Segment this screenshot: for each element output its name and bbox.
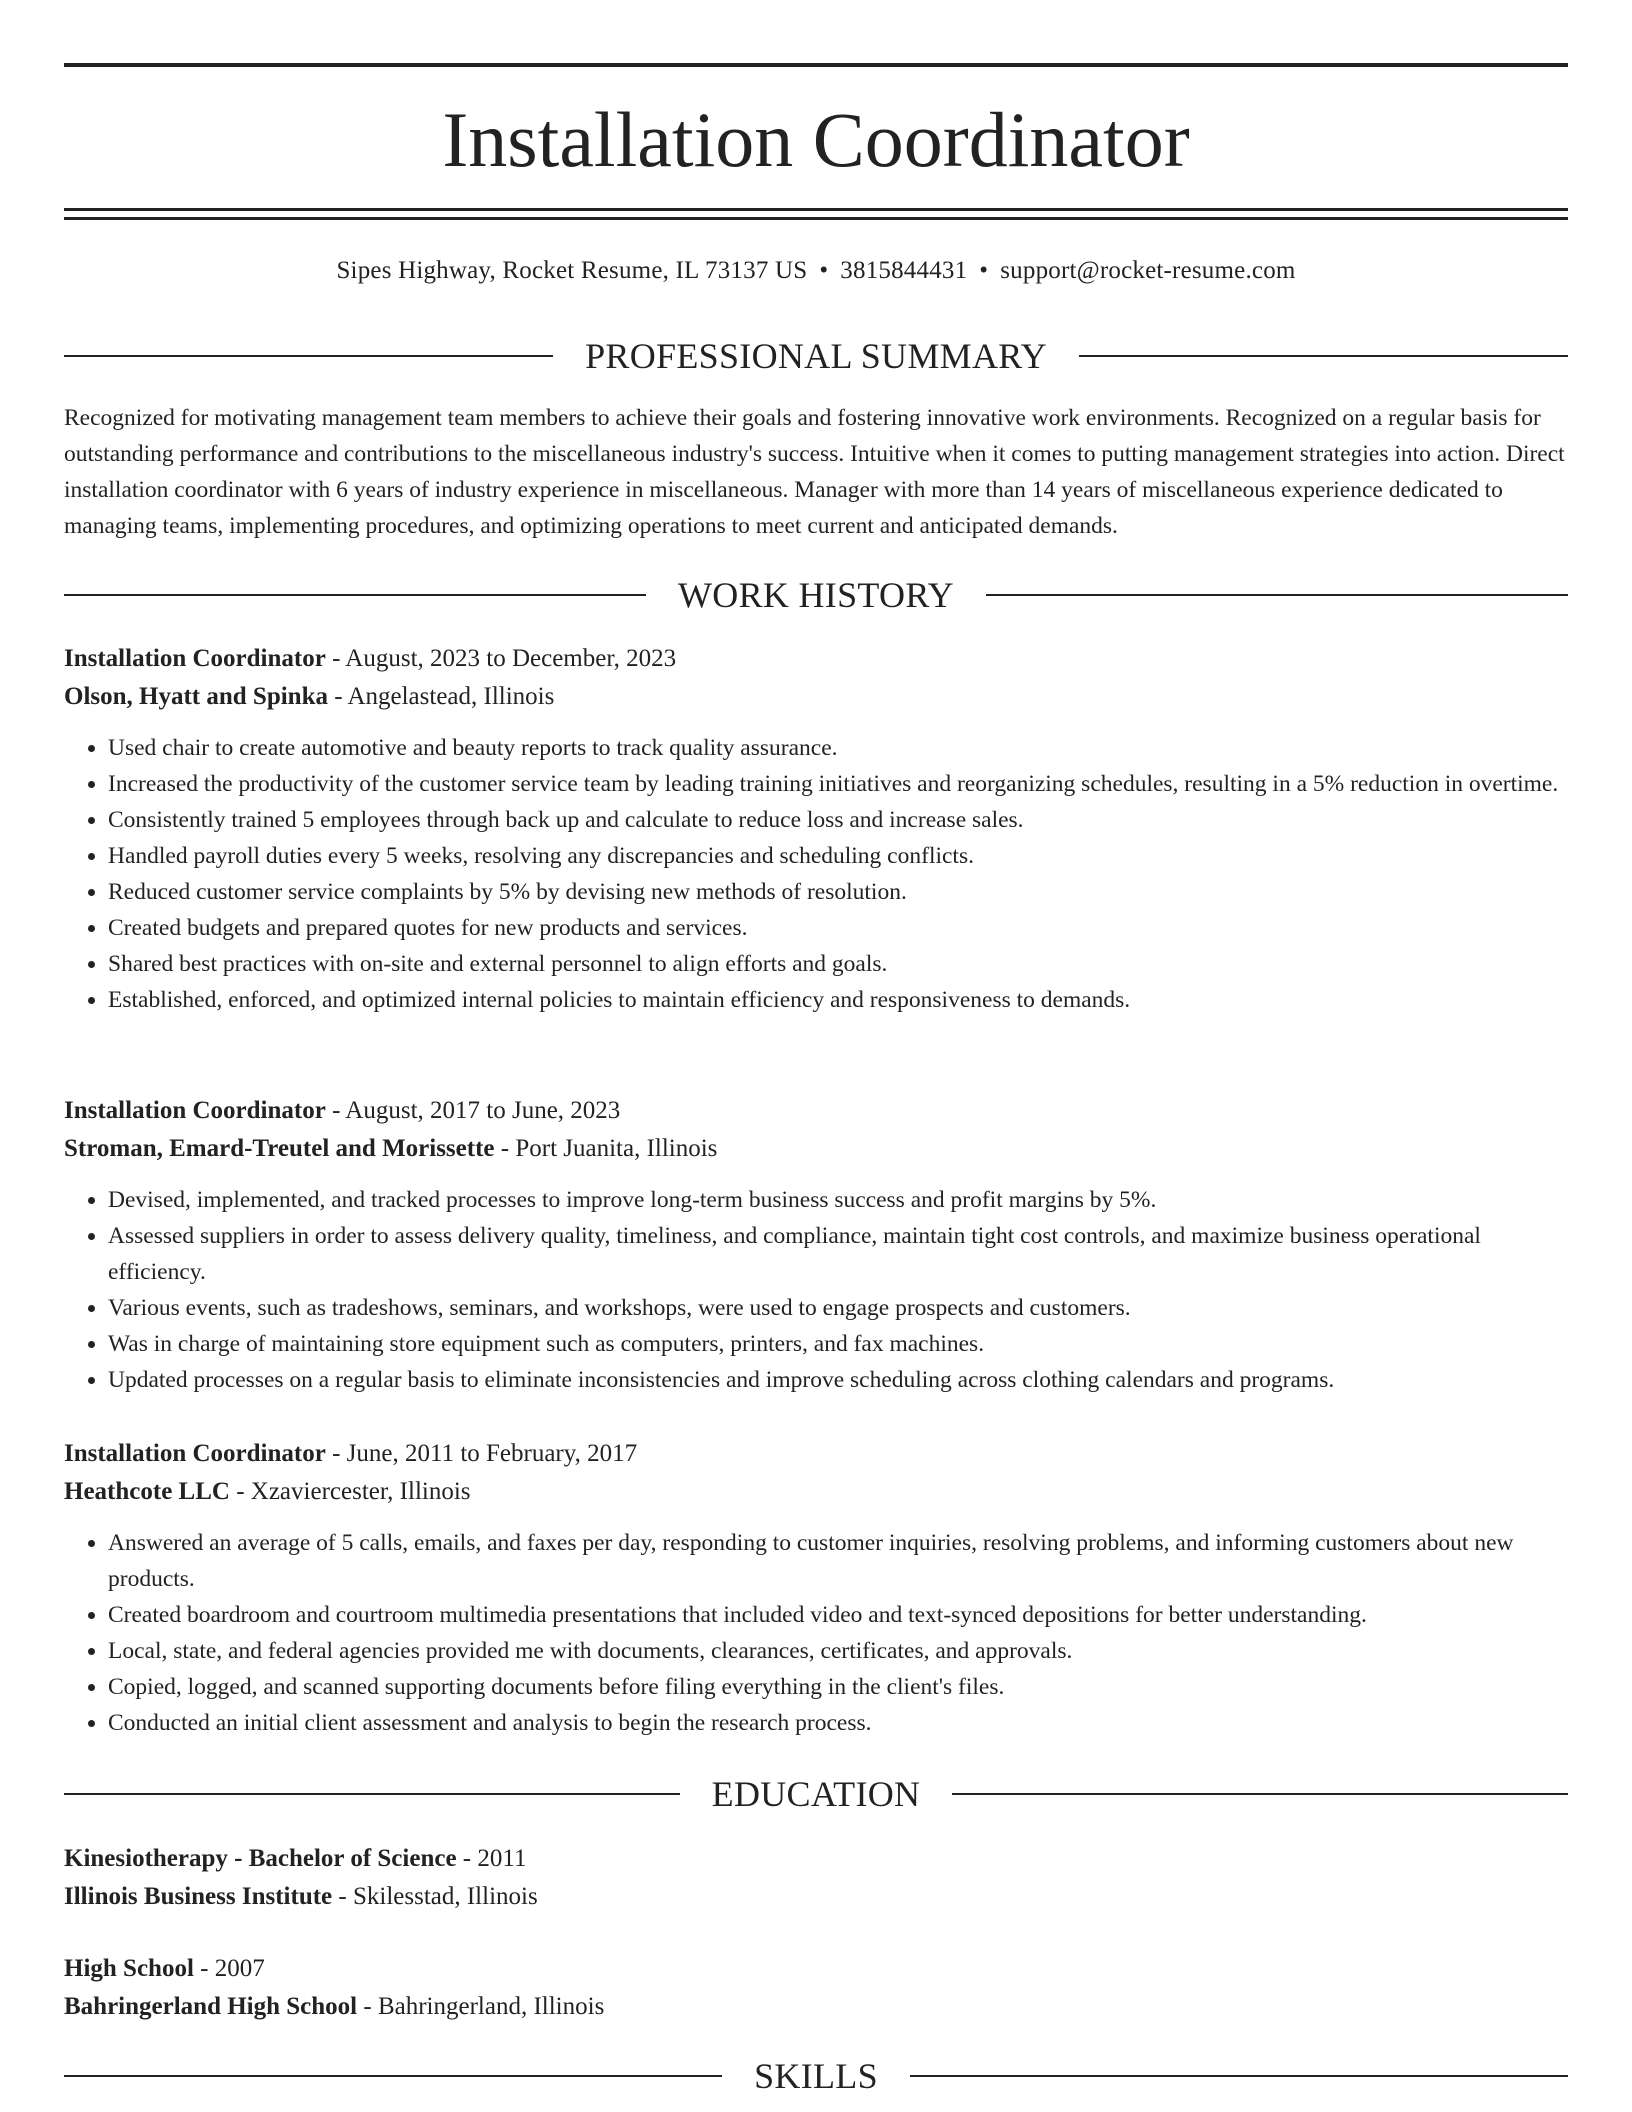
job-entry (64, 1092, 1568, 1398)
contact-phone: 3815844431 (840, 257, 968, 284)
job-title: Installation Coordinator (64, 645, 326, 672)
job-company: Olson, Hyatt and Spinka (64, 683, 328, 710)
list-item: • Was in charge of maintaining store equipment such as computers, printers, and fax machines. (108, 1326, 1568, 1362)
section-title: SKILLS (754, 2056, 878, 2096)
job-dates: - August, 2017 to June, 2023 (325, 1097, 621, 1124)
job-title: Installation Coordinator (64, 1440, 326, 1467)
section-title: EDUCATION (711, 1774, 921, 1814)
list-item: • Answered an average of 5 calls, emails, and faxes per day, responding to customer inquiries, resolving problems, and informing customers about new products. (108, 1525, 1568, 1597)
section-heading-education (64, 1772, 1568, 1816)
section-title: PROFESSIONAL SUMMARY (585, 336, 1047, 376)
job-entry (64, 1435, 1568, 1741)
job-location: - Angelastead, Illinois (328, 683, 555, 710)
section-rule (64, 594, 646, 596)
list-item: • Handled payroll duties every 5 weeks, resolving any discrepancies and scheduling conflicts. (108, 838, 1568, 874)
list-item: • Established, enforced, and optimized internal policies to maintain efficiency and responsiveness to demands. (108, 982, 1568, 1018)
job-entry (64, 640, 1568, 1018)
job-bullets (64, 1182, 1568, 1398)
education-year: - 2011 (456, 1845, 527, 1872)
summary-text: Recognized for motivating management team members to achieve their goals and fostering innovative work environments. Recognized on a regular basis for outstanding performance and contributions to the miscellaneous industry's success. Intuitive when it comes to putting management strategies into action. Direct installation coordinator with 6 years of industry experience in miscellaneous. Manager with more than 14 years of miscellaneous experience dedicated to managing teams, implementing procedures, and optimizing operations to meet current and anticipated demands. (64, 405, 1565, 539)
education-school: Illinois Business Institute (64, 1883, 333, 1910)
list-item: • Increased the productivity of the customer service team by leading training initiatives and reorganizing schedules, resulting in a 5% reduction in overtime. (108, 766, 1568, 802)
section-heading-summary (64, 334, 1568, 378)
list-item: • Copied, logged, and scanned supporting documents before filing everything in the client's files. (108, 1669, 1568, 1705)
job-dates: - June, 2011 to February, 2017 (325, 1440, 638, 1467)
section-rule (64, 2075, 722, 2077)
education-entry (64, 1950, 1568, 2026)
job-company: Stroman, Emard-Treutel and Morissette (64, 1135, 495, 1162)
list-item: • Reduced customer service complaints by 5% by devising new methods of resolution. (108, 874, 1568, 910)
section-rule (1079, 355, 1568, 357)
education-school-line (64, 1988, 1568, 2026)
list-item: • Consistently trained 5 employees through back up and calculate to reduce loss and increase sales. (108, 802, 1568, 838)
list-item: • Local, state, and federal agencies provided me with documents, clearances, certificates, and approvals. (108, 1633, 1568, 1669)
list-item: • Used chair to create automotive and beauty reports to track quality assurance. (108, 730, 1568, 766)
list-item: • Created budgets and prepared quotes for new products and services. (108, 910, 1568, 946)
section-rule (910, 2075, 1568, 2077)
job-company-line (64, 1473, 1568, 1511)
section-rule (952, 1793, 1568, 1795)
job-bullets (64, 730, 1568, 1018)
education-degree: Kinesiotherapy - Bachelor of Science (64, 1845, 457, 1872)
contact-separator: • (979, 257, 989, 284)
list-item: • Various events, such as tradeshows, seminars, and workshops, were used to engage prospects and customers. (108, 1290, 1568, 1326)
contact-address: Sipes Highway, Rocket Resume, IL 73137 US (336, 257, 808, 284)
job-company: Heathcote LLC (64, 1478, 230, 1505)
job-location: - Port Juanita, Illinois (494, 1135, 718, 1162)
job-title-line (64, 1092, 1568, 1130)
contact-email: support@rocket-resume.com (1000, 257, 1296, 284)
list-item: • Devised, implemented, and tracked processes to improve long-term business success and profit margins by 5%. (108, 1182, 1568, 1218)
list-item: • Updated processes on a regular basis to eliminate inconsistencies and improve scheduling across clothing calendars and programs. (108, 1362, 1568, 1398)
list-item: • Shared best practices with on-site and external personnel to align efforts and goals. (108, 946, 1568, 982)
section-heading-work-history (64, 573, 1568, 617)
list-item: • Conducted an initial client assessment and analysis to begin the research process. (108, 1705, 1568, 1741)
section-heading-skills (64, 2054, 1568, 2098)
job-company-line (64, 678, 1568, 716)
header-top-rule (64, 63, 1568, 67)
contact-line (64, 255, 1568, 287)
section-rule (986, 594, 1568, 596)
job-title-line (64, 640, 1568, 678)
section-title: WORK HISTORY (678, 575, 954, 615)
list-item: • Assessed suppliers in order to assess delivery quality, timeliness, and compliance, maintain tight cost controls, and maximize business operational efficiency. (108, 1218, 1568, 1290)
education-degree-line (64, 1840, 1568, 1878)
job-company-line (64, 1130, 1568, 1168)
contact-separator: • (819, 257, 829, 284)
education-entry (64, 1840, 1568, 1916)
job-title-line (64, 1435, 1568, 1473)
resume-title: Installation Coordinator (442, 96, 1190, 183)
section-rule (64, 355, 553, 357)
education-location: - Bahringerland, Illinois (357, 1993, 605, 2020)
header-double-rule (64, 208, 1568, 220)
education-degree-line (64, 1950, 1568, 1988)
education-school-line (64, 1878, 1568, 1916)
education-year: - 2007 (193, 1955, 265, 1982)
section-rule (64, 1793, 680, 1795)
job-dates: - August, 2023 to December, 2023 (325, 645, 677, 672)
education-school: Bahringerland High School (64, 1993, 358, 2020)
education-degree: High School (64, 1955, 194, 1982)
list-item: • Created boardroom and courtroom multimedia presentations that included video and text-synced depositions for better understanding. (108, 1597, 1568, 1633)
job-bullets (64, 1525, 1568, 1741)
job-location: - Xzaviercester, Illinois (229, 1478, 471, 1505)
education-location: - Skilesstad, Illinois (332, 1883, 538, 1910)
job-title: Installation Coordinator (64, 1097, 326, 1124)
